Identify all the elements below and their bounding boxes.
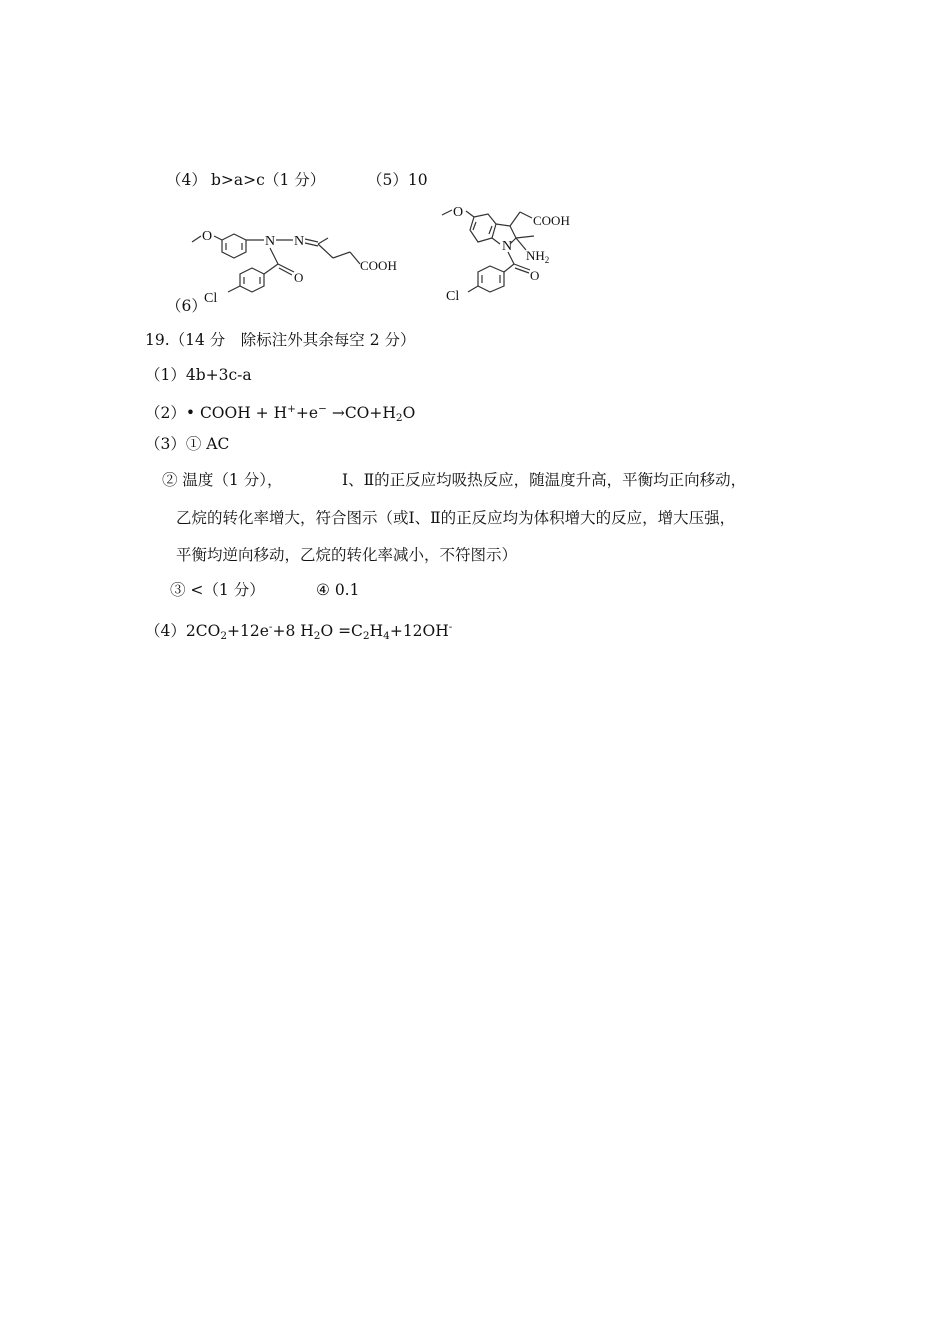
structure-indoline — [440, 200, 610, 308]
q18-part4-score: （1 分） — [264, 171, 326, 189]
q18-part4-answer: b>a>c — [211, 171, 265, 189]
q19-part3-1: （3）① AC — [145, 435, 230, 453]
q19-part4 — [145, 617, 452, 646]
q18-part6-label: （6） — [166, 297, 207, 315]
q19-part3-2-line3: 平衡均逆向移动，乙烷的转化率减小，不符图示） — [176, 546, 518, 564]
amine-label: $NH_2$ — [526, 248, 550, 265]
q19-part3-4: ④ 0.1 — [316, 581, 360, 599]
q19-title: 19.（14 分 除标注外其余每空 2 分） — [145, 331, 416, 349]
q19-part4-ethylene: O =C — [320, 622, 363, 640]
q19-part4-water: +8 H — [272, 622, 314, 640]
nitrogen-label: N — [502, 239, 513, 254]
carbonyl-o-label: O — [294, 270, 304, 285]
chlorine-label: Cl — [204, 291, 218, 306]
charge-minus: − — [318, 403, 327, 415]
q19-part3-2-text: Ⅰ、Ⅱ的正反应均吸热反应，随温度升高，平衡均正向移动， — [342, 471, 747, 489]
q19-part3-2-lead: ② 温度（1 分）， — [162, 471, 283, 489]
structure-hydrazone — [190, 222, 410, 308]
q19-part2-label: （2） — [145, 404, 186, 422]
q19-part2-product: →CO+H — [326, 404, 396, 422]
methoxy-o-label: O — [202, 229, 213, 244]
q19-part3-2-line2: 乙烷的转化率增大，符合图示（或Ⅰ、Ⅱ的正反应均为体积增大的反应，增大压强， — [176, 509, 736, 527]
q18-part4-label: （4） — [166, 171, 207, 189]
methoxy-o-label: O — [453, 205, 464, 220]
q18-part5: （5）10 — [367, 171, 428, 189]
q19-part2-electron: +e — [295, 404, 319, 422]
q19-part2-product-end: O — [402, 404, 416, 422]
carbonyl-o-label: O — [530, 268, 540, 283]
q19-part4-h: H — [369, 622, 384, 640]
acid-label: COOH — [533, 213, 570, 228]
q19-part2-reactant: • COOH + H — [185, 404, 288, 422]
q19-part2 — [145, 399, 415, 428]
nitrogen-label-1: N — [265, 234, 276, 249]
q19-part4-co2: 2CO — [185, 622, 221, 640]
subscript-2: 2 — [313, 630, 321, 642]
subscript-2: 2 — [362, 630, 370, 642]
subscript-2: 2 — [395, 412, 403, 424]
charge-minus: - — [448, 621, 453, 633]
q19-part4-label: （4） — [145, 622, 186, 640]
q19-part4-electrons: +12e — [227, 622, 269, 640]
q19-part3-3: ③ <（1 分） — [170, 581, 265, 599]
acid-label: COOH — [360, 258, 397, 273]
q19-part4-hydroxide: +12OH — [389, 622, 449, 640]
nitrogen-label-2: N — [294, 234, 305, 249]
chlorine-label: Cl — [446, 289, 460, 304]
subscript-4: 4 — [383, 630, 390, 642]
charge-plus: + — [287, 403, 296, 415]
charge-minus: - — [268, 621, 273, 633]
q19-part1: （1）4b+3c-a — [145, 366, 252, 384]
subscript-2: 2 — [220, 630, 227, 642]
